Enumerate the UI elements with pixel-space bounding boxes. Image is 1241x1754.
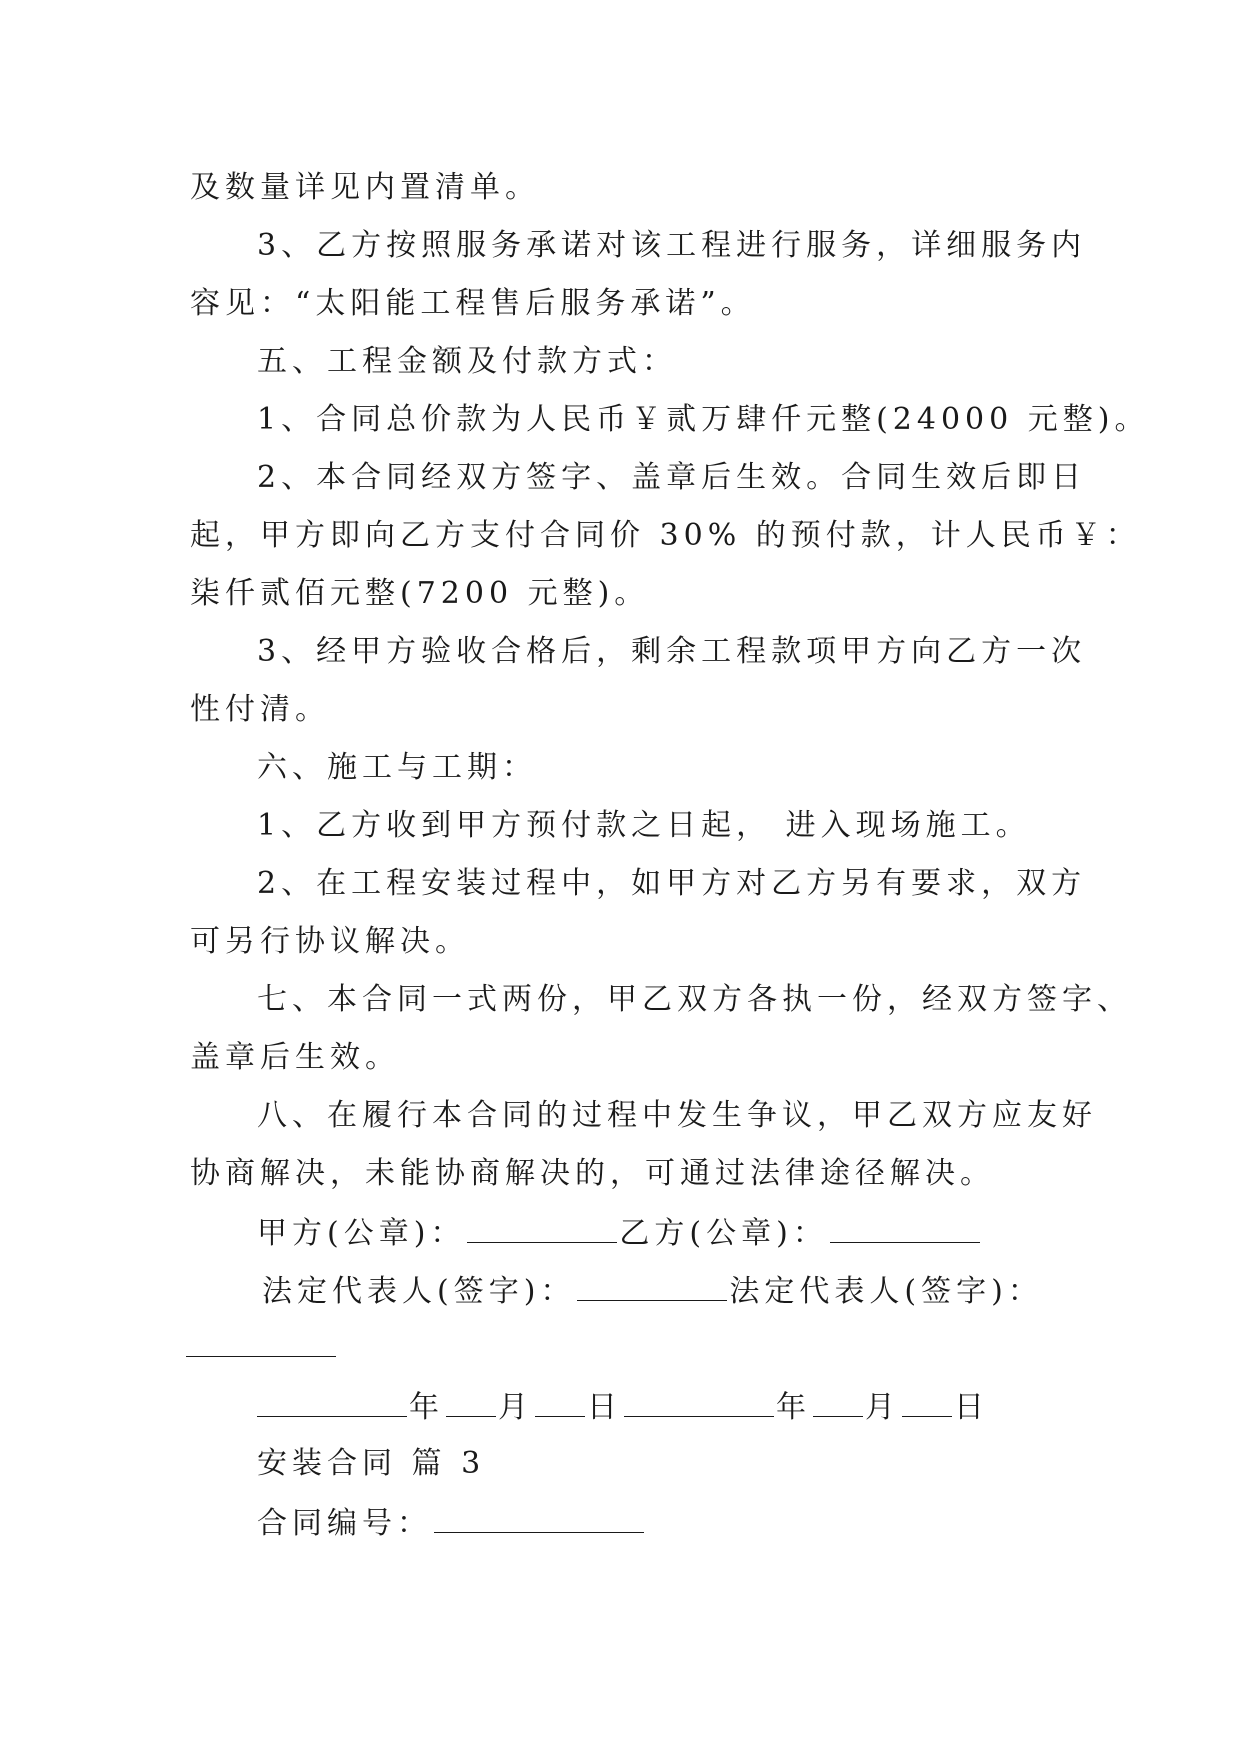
day-b-blank bbox=[902, 1386, 952, 1417]
legal-rep-a-blank bbox=[577, 1270, 727, 1301]
month-a-blank bbox=[446, 1386, 496, 1417]
seal-line bbox=[257, 1212, 982, 1254]
date-line bbox=[255, 1386, 989, 1428]
contract-number-blank bbox=[434, 1502, 644, 1533]
paragraph-line: 3、经甲方验收合格后，剩余工程款项甲方向乙方一次 bbox=[257, 634, 1087, 669]
year-a-blank bbox=[257, 1386, 407, 1417]
paragraph-line: 容见：“太阳能工程售后服务承诺”。 bbox=[190, 286, 756, 321]
paragraph-line: 1、乙方收到甲方预付款之日起， 进入现场施工。 bbox=[257, 808, 1031, 843]
paragraph-line: 2、在工程安装过程中，如甲方对乙方另有要求，双方 bbox=[257, 866, 1087, 901]
section-heading: 五、工程金额及付款方式： bbox=[257, 344, 677, 379]
month-b-blank bbox=[813, 1386, 863, 1417]
year-b-label: 年 bbox=[776, 1390, 811, 1425]
legal-rep-b-blank bbox=[186, 1356, 336, 1357]
contract-number-line bbox=[257, 1502, 646, 1544]
paragraph-line: 柒仟贰佰元整(7200 元整)。 bbox=[190, 576, 650, 611]
legal-rep-b-label: 法定代表人(签字)： bbox=[729, 1274, 1043, 1309]
paragraph-line: 八、在履行本合同的过程中发生争议，甲乙双方应友好 bbox=[257, 1098, 1097, 1133]
legal-rep-line bbox=[262, 1270, 1043, 1312]
paragraph-line: 起，甲方即向乙方支付合同价 30% 的预付款，计人民币￥： bbox=[190, 518, 1141, 553]
contract-number-label: 合同编号： bbox=[257, 1506, 432, 1541]
paragraph-line: 2、本合同经双方签字、盖章后生效。合同生效后即日 bbox=[257, 460, 1087, 495]
day-a-blank bbox=[535, 1386, 585, 1417]
paragraph-line: 可另行协议解决。 bbox=[190, 924, 470, 959]
paragraph-line: 性付清。 bbox=[190, 692, 330, 727]
paragraph-line: 七、本合同一式两份，甲乙双方各执一份，经双方签字、 bbox=[257, 982, 1132, 1017]
section-title: 安装合同 篇 3 bbox=[257, 1446, 486, 1481]
year-b-blank bbox=[624, 1386, 774, 1417]
party-b-seal-blank bbox=[830, 1212, 980, 1243]
month-b-label: 月 bbox=[865, 1390, 900, 1425]
paragraph-line: 1、合同总价款为人民币￥贰万肆仟元整(24000 元整)。 bbox=[257, 402, 1150, 437]
paragraph-line: 3、乙方按照服务承诺对该工程进行服务，详细服务内 bbox=[257, 228, 1087, 263]
section-heading: 六、施工与工期： bbox=[257, 750, 537, 785]
party-a-seal-label: 甲方(公章)： bbox=[257, 1216, 466, 1251]
year-a-label: 年 bbox=[409, 1390, 444, 1425]
day-b-label: 日 bbox=[954, 1390, 989, 1425]
day-a-label: 日 bbox=[587, 1390, 622, 1425]
paragraph-line: 盖章后生效。 bbox=[190, 1040, 400, 1075]
party-a-seal-blank bbox=[467, 1212, 617, 1243]
month-a-label: 月 bbox=[498, 1390, 533, 1425]
paragraph-line: 及数量详见内置清单。 bbox=[190, 170, 540, 205]
legal-rep-a-label: 法定代表人(签字)： bbox=[262, 1274, 576, 1309]
party-b-seal-label: 乙方(公章)： bbox=[619, 1216, 828, 1251]
paragraph-line: 协商解决，未能协商解决的，可通过法律途径解决。 bbox=[190, 1156, 995, 1191]
